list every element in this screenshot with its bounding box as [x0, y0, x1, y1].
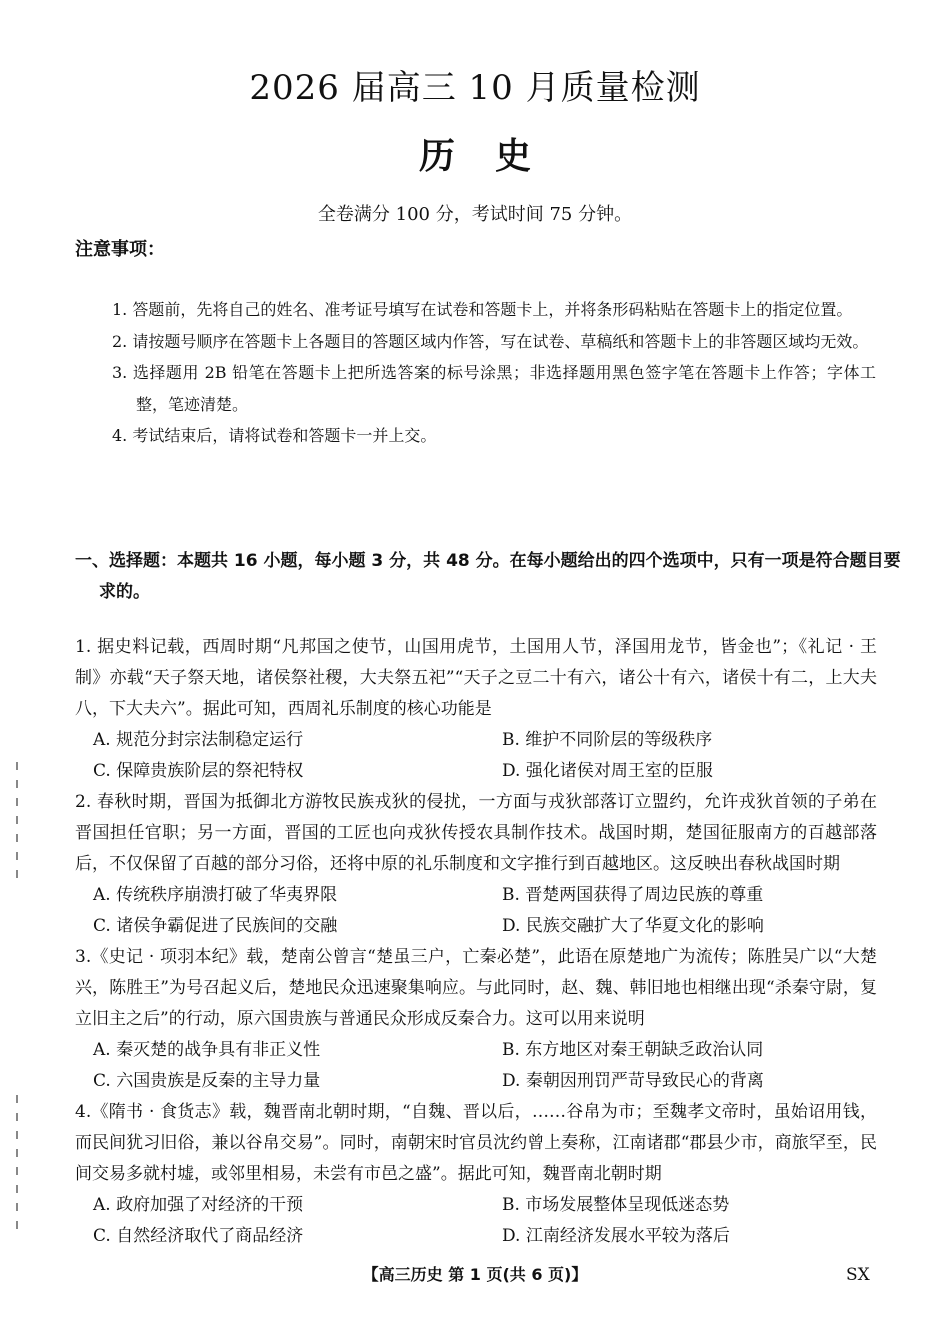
- option-b: B. 维护不同阶层的等级秩序: [502, 730, 713, 750]
- option-d: D. 秦朝因刑罚严苛导致民心的背离: [502, 1071, 764, 1091]
- question-stem: 3.《史记 · 项羽本纪》载，楚南公曾言“楚虽三户，亡秦必楚”，此语在原楚地广为流传；陈胜吴广以“大楚兴，陈胜王”为号召起义后，楚地民众迅速聚集响应。与此同时，赵、魏、韩旧地也相继出现“杀秦守尉，复立旧主之后”的行动，原六国贵族与普通民众形成反秦合力。这可以用来说明: [75, 947, 877, 1029]
- option-d: D. 强化诸侯对周王室的臣服: [502, 761, 713, 781]
- notice-item: 2. 请按题号顺序在答题卡上各题目的答题区域内作答，写在试卷、草稿纸和答题卡上的非答题区域均无效。: [112, 331, 869, 351]
- option-grid: [75, 725, 877, 787]
- exam-title: 2026 届高三 10 月质量检测: [249, 68, 701, 108]
- option-b: B. 晋楚两国获得了周边民族的尊重: [502, 885, 764, 905]
- option-grid: [75, 880, 877, 942]
- option-c: C. 保障贵族阶层的祭祀特权: [93, 761, 304, 781]
- option-a: A. 规范分封宗法制稳定运行: [93, 730, 304, 750]
- option-grid: [75, 1035, 877, 1097]
- option-d: D. 江南经济发展水平较为落后: [502, 1226, 730, 1246]
- notice-heading: 注意事项：: [75, 239, 165, 260]
- exam-meta: 全卷满分 100 分，考试时间 75 分钟。: [317, 204, 633, 225]
- binding-margin-marks: [14, 762, 20, 892]
- section-heading: 一、选择题：本题共 16 小题，每小题 3 分，共 48 分。在每小题给出的四个选项中，只有一项是符合题目要求的。: [75, 551, 901, 602]
- option-d: D. 民族交融扩大了华夏文化的影响: [502, 916, 764, 936]
- option-b: B. 东方地区对秦王朝缺乏政治认同: [502, 1040, 764, 1060]
- option-c: C. 自然经济取代了商品经济: [93, 1226, 304, 1246]
- option-b: B. 市场发展整体呈现低迷态势: [502, 1195, 730, 1215]
- footer-label: 【高三历史 第 1 页(共 6 页)】: [362, 1265, 588, 1284]
- question-stem: 2. 春秋时期，晋国为抵御北方游牧民族戎狄的侵扰，一方面与戎狄部落订立盟约，允许戎狄首领的子弟在晋国担任官职；另一方面，晋国的工匠也向戎狄传授农具制作技术。战国时期，楚国征服南方的百越部落后，不仅保留了百越的部分习俗，还将中原的礼乐制度和文字推行到百越地区。这反映出春秋战国时期: [75, 792, 877, 874]
- question-stem: 1. 据史料记载，西周时期“凡邦国之使节，山国用虎节，土国用人节，泽国用龙节，皆金也”；《礼记 · 王制》亦载“天子祭天地，诸侯祭社稷，大夫祭五祀”“天子之豆二十有六，诸公十有六，诸侯十有二，上大夫八，下大夫六”。据此可知，西周礼乐制度的核心功能是: [75, 637, 877, 719]
- question-4: [75, 1097, 877, 1252]
- option-c: C. 诸侯争霸促进了民族间的交融: [93, 916, 338, 936]
- notice-item: 4. 考试结束后，请将试卷和答题卡一并上交。: [112, 426, 437, 445]
- option-c: C. 六国贵族是反秦的主导力量: [93, 1071, 321, 1091]
- option-a: A. 政府加强了对经济的干预: [93, 1195, 304, 1215]
- question-2: [75, 787, 877, 942]
- question-3: [75, 942, 877, 1097]
- paper-code: SX: [846, 1265, 870, 1285]
- option-a: A. 传统秩序崩溃打破了华夷界限: [93, 885, 338, 905]
- question-1: [75, 632, 877, 787]
- notice-item: 3. 选择题用 2B 铅笔在答题卡上把所选答案的标号涂黑；非选择题用黑色签字笔在答题卡上作答；字体工整，笔迹清楚。: [112, 363, 876, 414]
- subject-title: 历史: [418, 135, 571, 177]
- notice-list: [112, 294, 876, 452]
- notice-item: 1. 答题前，先将自己的姓名、准考证号填写在试卷和答题卡上，并将条形码粘贴在答题卡上的指定位置。: [112, 300, 853, 319]
- question-list: [75, 632, 877, 1252]
- binding-margin-marks-lower: [14, 1095, 20, 1245]
- page-footer: [0, 1263, 950, 1287]
- option-a: A. 秦灭楚的战争具有非正义性: [93, 1040, 321, 1060]
- question-stem: 4.《隋书 · 食货志》载，魏晋南北朝时期，“自魏、晋以后，……谷帛为市；至魏孝文帝时，虽始诏用钱，而民间犹习旧俗，兼以谷帛交易”。同时，南朝宋时官员沈约曾上奏称，江南诸郡“郡县少市，商旅罕至，民间交易多就村墟，或邻里相易，未尝有市邑之盛”。据此可知，魏晋南北朝时期: [75, 1102, 877, 1184]
- option-grid: [75, 1190, 877, 1252]
